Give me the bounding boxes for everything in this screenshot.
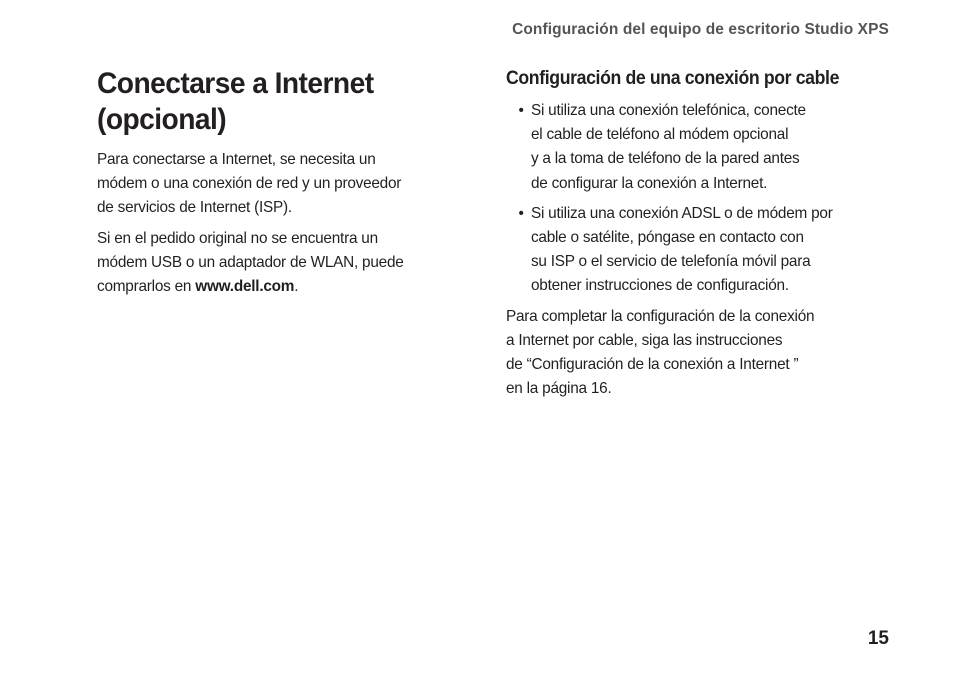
text-line: su ISP o el servicio de telefonía móvil para (530, 253, 811, 271)
text-line: módem o una conexión de red y un proveedor (97, 175, 402, 193)
left-column (97, 66, 472, 305)
text-fragment: . (294, 278, 299, 296)
right-body (506, 99, 882, 401)
bullet-icon: • (518, 102, 524, 119)
left-body (97, 148, 457, 299)
text-line: Si en el pedido original no se encuentra un (97, 229, 378, 247)
text-line: a Internet por cable, siga las instrucciones (506, 331, 783, 349)
right-column (506, 67, 898, 407)
list-item (506, 202, 882, 299)
text-line: Si utiliza una conexión telefónica, conecte (530, 102, 806, 119)
bullet-icon: • (518, 204, 524, 222)
text-line: de “Configuración de la conexión a Internet ” (506, 356, 799, 374)
text-line: y a la toma de teléfono de la pared antes (530, 150, 800, 168)
text-line: cable o satélite, póngase en contacto con (530, 229, 804, 247)
text-line: obtener instrucciones de configuración. (530, 277, 789, 295)
text-fragment: comprarlos en (97, 278, 196, 296)
text-line: Para conectarse a Internet, se necesita un (97, 151, 376, 168)
dell-website-link[interactable]: www.dell.com (195, 278, 295, 296)
text-line: de configurar la conexión a Internet. (530, 174, 768, 192)
text-line (97, 275, 457, 299)
text-line: Para completar la configuración de la conexión (506, 307, 815, 325)
intro-paragraph (97, 148, 457, 221)
page-number: 15 (867, 628, 889, 649)
page-title (97, 66, 450, 138)
closing-paragraph (506, 305, 882, 402)
running-header: Configuración del equipo de escritorio Studio XPS (512, 21, 889, 38)
text-line: módem USB o un adaptador de WLAN, puede (97, 253, 404, 271)
text-line: de servicios de Internet (ISP). (97, 199, 292, 217)
purchase-paragraph (97, 227, 457, 300)
page-title-line: Conectarse a Internet (97, 67, 374, 100)
text-line: en la página 16. (506, 380, 612, 398)
text-line: el cable de teléfono al módem opcional (530, 126, 789, 144)
list-item (506, 99, 882, 196)
section-title: Configuración de una conexión por cable (506, 68, 840, 89)
page-title-line: (opcional) (97, 103, 227, 136)
bullet-list (506, 99, 882, 299)
text-line: Si utiliza una conexión ADSL o de módem por (530, 204, 833, 222)
